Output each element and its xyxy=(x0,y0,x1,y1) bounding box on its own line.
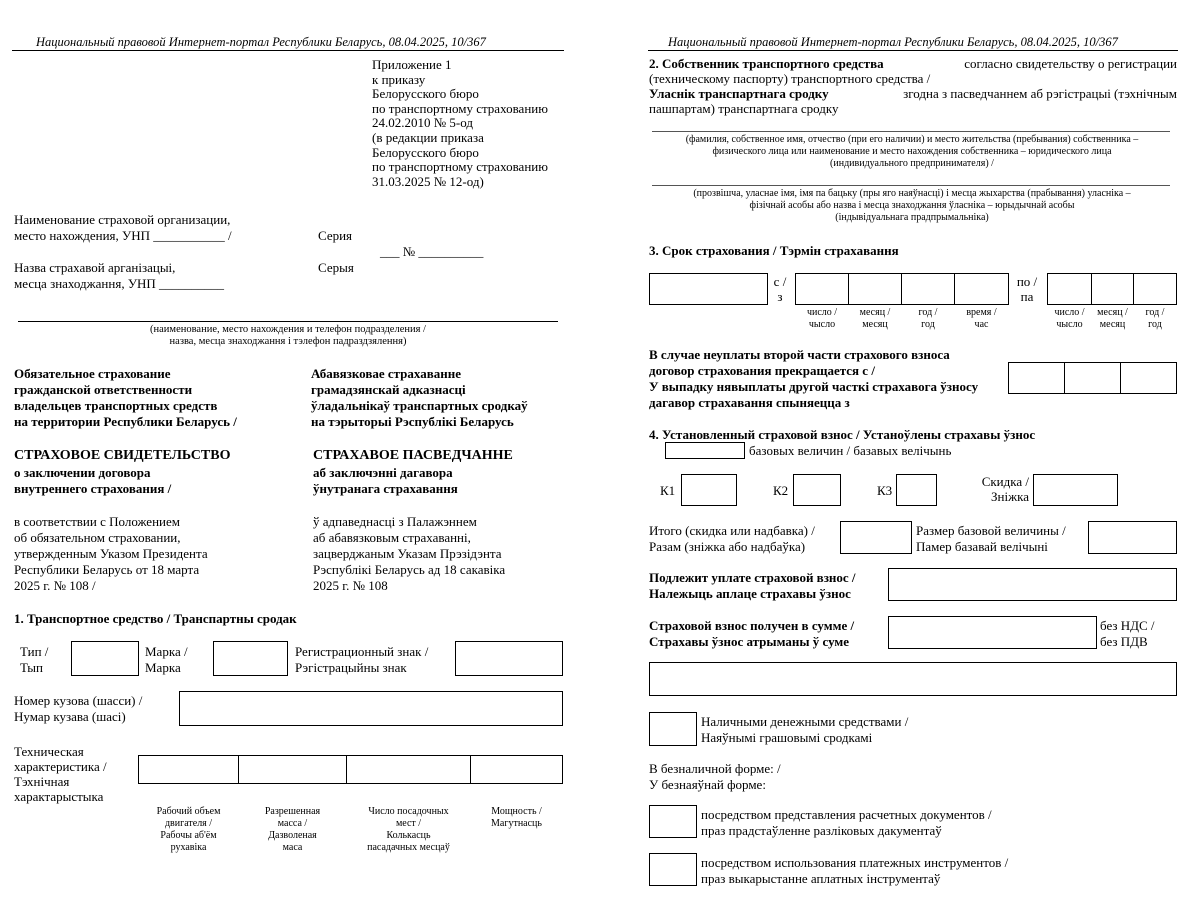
discount-label-line: Скидка / xyxy=(981,474,1029,489)
nonpay-line: В случае неуплаты второй части страхового взноса xyxy=(649,347,950,362)
caption-line: Дазволеная xyxy=(268,830,317,841)
discount-field[interactable] xyxy=(1033,474,1118,506)
caption-line: пасадачных месцаў xyxy=(367,842,450,853)
caption-line: час xyxy=(974,319,989,330)
basis-by-line: аб абавязковым страхаванні, xyxy=(313,530,471,545)
from-label-line: з xyxy=(777,289,783,304)
tech-label-line: Тэхнічная xyxy=(14,774,70,789)
appendix-line: Белорусского бюро xyxy=(372,144,479,160)
nonpay-day-field[interactable] xyxy=(1008,362,1065,394)
discount-label xyxy=(979,474,1029,504)
vat-label xyxy=(1100,618,1155,650)
to-month-field[interactable] xyxy=(1091,273,1134,305)
owner-line-4: пашпартам) транспартнага сродку xyxy=(649,101,839,116)
basis-ru xyxy=(14,514,208,594)
appendix-line: Приложение 1 xyxy=(372,57,452,72)
appendix-block xyxy=(372,58,548,189)
appendix-line: по транспортному страхованию xyxy=(372,159,548,175)
payable-field[interactable] xyxy=(888,568,1177,601)
caption-line: год xyxy=(1148,319,1162,330)
tech-label-line: характеристика / xyxy=(14,759,107,774)
cert-by-title: СТРАХАВОЕ ПАСВЕДЧАННЕ xyxy=(313,448,513,463)
subdivision-note-line: (наименование, место нахождения и телефон подразделения / xyxy=(150,324,426,335)
owner-note-by xyxy=(652,188,1172,224)
owner-line-3 xyxy=(649,86,1177,101)
owner-text-by: згодна з пасведчаннем аб рэгістрацыі (тэхнічным xyxy=(903,86,1177,101)
subdivision-note xyxy=(18,324,558,348)
k2-field[interactable] xyxy=(793,474,841,506)
basis-by-line: ў адпаведнасці з Палажэннем xyxy=(313,514,477,529)
to-day-field[interactable] xyxy=(1047,273,1092,305)
docs-label-line: праз прадстаўленне разліковых дакументаў xyxy=(701,823,942,838)
caption-line: год xyxy=(921,319,935,330)
power-caption xyxy=(470,806,563,830)
docs-checkbox[interactable] xyxy=(649,805,697,838)
owner-text-ru: согласно свидетельству о регистрации xyxy=(964,56,1177,71)
owner-line-2: (техническому паспорту) транспортного средства / xyxy=(649,71,931,86)
title-by xyxy=(311,366,528,430)
basis-by-line: Рэспублікі Беларусь ад 18 сакавіка xyxy=(313,562,506,577)
cert-ru-sub xyxy=(14,465,171,497)
caption-line: Мощность / xyxy=(491,806,542,817)
to-year-caption xyxy=(1133,307,1177,331)
cert-ru-title: СТРАХОВОЕ СВИДЕТЕЛЬСТВО xyxy=(14,448,231,463)
cert-by-sub xyxy=(313,465,458,497)
tech-label xyxy=(14,744,107,804)
received-label xyxy=(649,618,854,650)
received-amount-words-field[interactable] xyxy=(649,662,1177,696)
tech-label-line: Техническая xyxy=(14,744,84,759)
type-field[interactable] xyxy=(71,641,139,676)
from-day-field[interactable] xyxy=(795,273,849,305)
caption-line: Рабочы аб'ём xyxy=(160,830,217,841)
appendix-line: к приказу xyxy=(372,71,426,87)
nonpay-text xyxy=(649,347,978,411)
cert-by-sub-line: аб заключэнні дагавора xyxy=(313,465,453,480)
base-value-field[interactable] xyxy=(1088,521,1177,554)
vat-label-line: без ПДВ xyxy=(1100,634,1148,649)
insurer-by-line: Назва страхавой арганізацыі, xyxy=(14,260,176,275)
total-field[interactable] xyxy=(840,521,912,554)
appendix-line: по транспортному страхованию xyxy=(372,100,548,116)
owner-note-line: (фамилия, собственное имя, отчество (при его наличии) и место жительства (пребывания) собственника – xyxy=(685,134,1139,145)
policy-number: ___ № __________ xyxy=(380,244,484,259)
reg-label-line: Регистрационный знак / xyxy=(295,644,429,659)
engine-volume-field[interactable] xyxy=(138,755,239,784)
docs-label-line: посредством представления расчетных документов / xyxy=(701,807,992,822)
left-header-rule xyxy=(12,50,564,51)
cert-ru-sub-line: о заключении договора xyxy=(14,465,151,480)
section3-title: 3. Срок страхования / Тэрмін страхавання xyxy=(649,243,899,258)
nonpay-line: дагавор страхавання спыняецца з xyxy=(649,395,850,410)
received-label-line: Страховой взнос получен в сумме / xyxy=(649,618,855,633)
to-year-field[interactable] xyxy=(1133,273,1177,305)
owner-by-line xyxy=(652,185,1170,186)
nonpay-month-field[interactable] xyxy=(1064,362,1121,394)
instruments-label-line: праз выкарыстанне аплатных інструментаў xyxy=(701,871,941,886)
insurer-ru xyxy=(14,212,232,244)
owner-ru-line xyxy=(652,131,1170,132)
payable-label xyxy=(649,570,856,602)
base-value-label-line: Памер базавай велічыні xyxy=(916,539,1048,554)
owner-title-by: Уласнік транспартнага сродку xyxy=(649,86,829,101)
basis-ru-line: об обязательном страховании, xyxy=(14,530,181,545)
basis-by-line: 2025 г. № 108 xyxy=(313,578,388,593)
brand-field[interactable] xyxy=(213,641,288,676)
payable-label-line: Належыць аплаце страхавы ўзнос xyxy=(649,586,851,601)
from-year-caption xyxy=(901,307,955,331)
basis-ru-line: 2025 г. № 108 / xyxy=(14,578,96,593)
docs-label xyxy=(701,807,992,839)
caption-line: чысло xyxy=(808,319,836,330)
body-label-line: Номер кузова (шасси) / xyxy=(14,693,143,708)
base-units-label: базовых величин / базавых велічынь xyxy=(749,443,952,458)
from-label-line: с / xyxy=(773,274,787,289)
basis-ru-line: Республики Беларусь от 18 марта xyxy=(14,562,200,577)
caption-line: масса / xyxy=(277,818,308,829)
caption-line: двигателя / xyxy=(164,818,213,829)
from-time-caption xyxy=(954,307,1009,331)
caption-line: год / xyxy=(918,307,938,318)
reg-label-line: Рэгістрацыйны знак xyxy=(295,660,407,675)
appendix-line: (в редакции приказа xyxy=(372,129,484,145)
subdivision-note-line: назва, месца знаходжання і тэлефон падраздзялення) xyxy=(169,336,407,347)
title-ru xyxy=(14,366,237,430)
caption-line: время / xyxy=(966,307,997,318)
reg-label xyxy=(295,644,428,676)
basis-ru-line: в соответствии с Положением xyxy=(14,514,180,529)
appendix-line: Белорусского бюро xyxy=(372,86,479,102)
section4-title: 4. Установленный страховой взнос / Устаноўлены страхавы ўзнос xyxy=(649,427,1036,442)
k3-label: К3 xyxy=(877,483,893,498)
total-label-line: Разам (зніжка або надбаўка) xyxy=(649,539,806,554)
caption-line: год / xyxy=(1145,307,1165,318)
brand-label-line: Марка xyxy=(145,660,181,675)
owner-note-line: физического лица или наименование и место нахождения собственника – юридического лица xyxy=(712,146,1112,157)
owner-note-line: (індывідуальнага прадпрымальніка) xyxy=(835,212,989,223)
cash-label-line: Наяўнымі грашовымі сродкамі xyxy=(701,730,873,745)
from-time-field[interactable] xyxy=(954,273,1009,305)
tech-label-line: характарыстыка xyxy=(14,789,104,804)
k1-label: К1 xyxy=(660,483,676,498)
payable-label-line: Подлежит уплате страховой взнос / xyxy=(649,570,856,585)
right-page-header: Национальный правовой Интернет-портал Республики Беларусь, 08.04.2025, 10/367 xyxy=(668,35,1118,49)
noncash-label-line: У безнаяўнай форме: xyxy=(649,777,766,792)
received-label-line: Страхавы ўзнос атрыманы ў суме xyxy=(649,634,850,649)
from-label xyxy=(772,274,788,304)
caption-line: чысло xyxy=(1056,319,1083,330)
reg-plate-field[interactable] xyxy=(455,641,563,676)
discount-label-line: Зніжка xyxy=(991,489,1029,504)
cash-label xyxy=(701,714,908,746)
vat-label-line: без НДС / xyxy=(1100,618,1155,633)
owner-note-line: (индивидуального предпринимателя) / xyxy=(830,158,994,169)
allowed-mass-caption xyxy=(238,806,347,854)
nonpay-line: У выпадку нявыплаты другой часткі страхавога ўзносу xyxy=(649,379,979,394)
caption-line: рухавіка xyxy=(170,842,207,853)
cert-by-sub-line: ўнутранага страхавання xyxy=(313,481,458,496)
owner-note-ru xyxy=(652,134,1172,170)
noncash-label-line: В безналичной форме: / xyxy=(649,761,781,776)
instruments-label-line: посредством использования платежных инструментов / xyxy=(701,855,1009,870)
k1-field[interactable] xyxy=(681,474,737,506)
title-ru-line: на территории Республики Беларусь / xyxy=(14,414,237,429)
type-label-line: Тип / xyxy=(20,644,49,659)
to-label-line: по / xyxy=(1016,274,1038,289)
total-label xyxy=(649,523,815,555)
insurer-by xyxy=(14,260,224,292)
left-page-header: Национальный правовой Интернет-портал Республики Беларусь, 08.04.2025, 10/367 xyxy=(36,35,486,49)
caption-line: маса xyxy=(282,842,303,853)
title-by-line: на тэрыторыі Рэспублікі Беларусь xyxy=(311,414,514,429)
base-value-label xyxy=(916,523,1066,555)
from-year-field[interactable] xyxy=(901,273,955,305)
caption-line: мест / xyxy=(395,818,422,829)
owner-note-line: (прозвішча, уласнае імя, імя па бацьку (пры яго наяўнасці) і месца жыхарства (прабывання) уласніка – xyxy=(693,188,1131,199)
base-units-field[interactable] xyxy=(665,442,745,459)
title-by-line: ўладальнікаў транспартных сродкаў xyxy=(311,398,528,413)
from-day-caption xyxy=(795,307,849,331)
insurer-ru-line: Наименование страховой организации, xyxy=(14,212,231,227)
caption-line: месяц / xyxy=(1097,307,1128,318)
k2-label: К2 xyxy=(773,483,789,498)
cert-ru-sub-line: внутреннего страхования / xyxy=(14,481,172,496)
from-month-field[interactable] xyxy=(848,273,902,305)
to-day-caption xyxy=(1047,307,1092,331)
owner-title-ru: 2. Собственник транспортного средства xyxy=(649,56,884,71)
caption-line: Число посадочных xyxy=(368,806,449,817)
allowed-mass-field[interactable] xyxy=(238,755,347,784)
type-label xyxy=(20,644,48,676)
subdivision-line xyxy=(18,321,558,322)
basis-by xyxy=(313,514,505,594)
owner-block xyxy=(649,56,1177,116)
type-label-line: Тып xyxy=(20,660,43,675)
right-header-rule xyxy=(648,50,1178,51)
title-ru-line: Обязательное страхование xyxy=(14,366,171,381)
insurer-by-line: месца знаходжання, УНП __________ xyxy=(14,276,225,291)
k3-field[interactable] xyxy=(896,474,937,506)
basis-by-line: зацверджаным Указам Прэзідэнта xyxy=(313,546,502,561)
seats-caption xyxy=(346,806,471,854)
body-label-line: Нумар кузава (шасі) xyxy=(14,709,126,724)
caption-line: месяц xyxy=(1099,319,1126,330)
appendix-line: 31.03.2025 № 12-од) xyxy=(372,173,484,189)
to-label-line: па xyxy=(1020,289,1034,304)
owner-note-line: фізічнай асобы або назва і месца знаходжання ўласніка – юрыдычнай асобы xyxy=(749,200,1075,211)
caption-line: месяц xyxy=(862,319,888,330)
caption-line: Магутнасць xyxy=(491,818,542,829)
to-month-caption xyxy=(1091,307,1134,331)
noncash-label xyxy=(649,761,781,793)
cash-label-line: Наличными денежными средствами / xyxy=(701,714,909,729)
cash-checkbox[interactable] xyxy=(649,712,697,746)
caption-line: Колькасць xyxy=(386,830,431,841)
nonpay-line: договор страхования прекращается с / xyxy=(649,363,875,378)
seats-field[interactable] xyxy=(346,755,471,784)
brand-label-line: Марка / xyxy=(145,644,188,659)
instruments-checkbox[interactable] xyxy=(649,853,697,886)
title-ru-line: гражданской ответственности xyxy=(14,382,193,397)
total-label-line: Итого (скидка или надбавка) / xyxy=(649,523,815,538)
caption-line: Рабочий объем xyxy=(156,806,221,817)
title-by-line: Абавязковае страхаванне xyxy=(311,366,462,381)
title-by-line: грамадзянскай адказнасці xyxy=(311,382,466,397)
insurer-ru-line: место нахождения, УНП ___________ / xyxy=(14,228,232,243)
appendix-line: 24.02.2010 № 5-од xyxy=(372,115,473,131)
base-value-label-line: Размер базовой величины / xyxy=(916,523,1066,538)
brand-label xyxy=(145,644,188,676)
caption-line: число / xyxy=(1054,307,1085,318)
series-by: Серыя xyxy=(318,260,354,275)
body-number-field[interactable] xyxy=(179,691,563,726)
owner-line-1 xyxy=(649,56,1177,71)
instruments-label xyxy=(701,855,1008,887)
caption-line: месяц / xyxy=(859,307,891,318)
caption-line: число / xyxy=(806,307,838,318)
body-label xyxy=(14,693,142,725)
nonpay-year-field[interactable] xyxy=(1120,362,1177,394)
title-ru-line: владельцев транспортных средств xyxy=(14,398,218,413)
basis-ru-line: утвержденным Указом Президента xyxy=(14,546,208,561)
power-field[interactable] xyxy=(470,755,563,784)
from-month-caption xyxy=(848,307,902,331)
caption-line: Разрешенная xyxy=(264,806,321,817)
series-ru: Серия xyxy=(318,228,353,243)
engine-volume-caption xyxy=(138,806,239,854)
section1-title: 1. Транспортное средство / Транспартны сродак xyxy=(14,611,297,626)
received-field[interactable] xyxy=(888,616,1097,649)
from-blank-field[interactable] xyxy=(649,273,768,305)
to-label xyxy=(1013,274,1041,304)
